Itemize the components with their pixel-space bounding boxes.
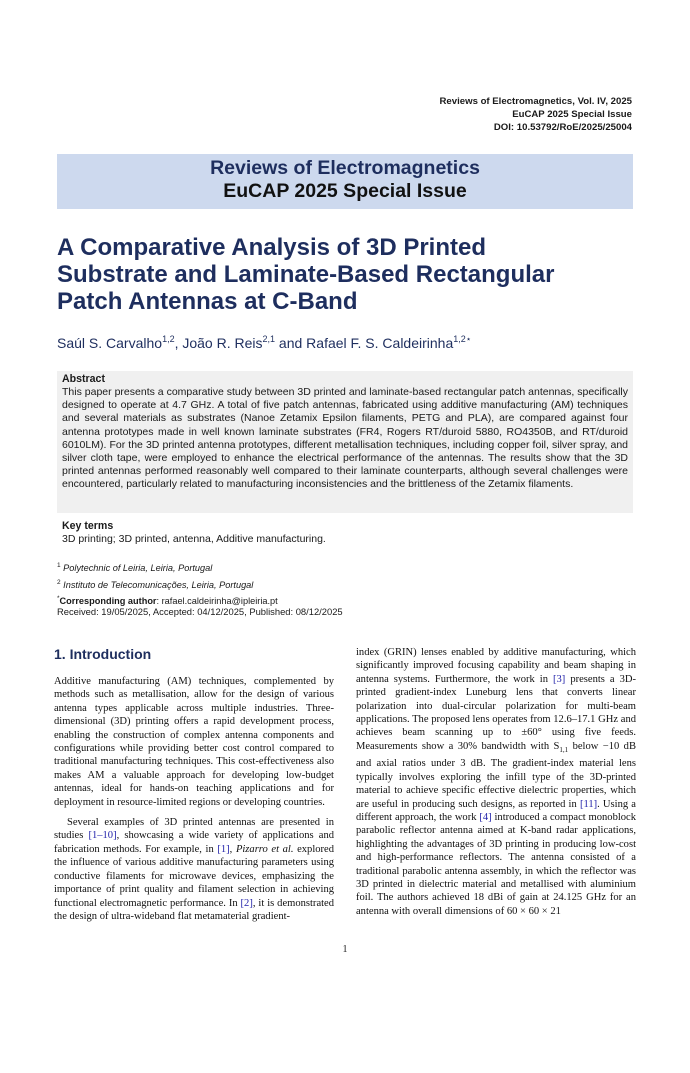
author-affiliation-mark: 2,1	[262, 334, 276, 344]
title-line-2: Substrate and Laminate-Based Rectangular	[57, 261, 555, 288]
text-run: presents a 3D-printed gradient-index Luneburg lens that converts linear polarization into dual-circular polarization for multi-beam applications. The proposed lens operates from 12.6–17.1 GHz and achieves beam scanning up to ±60° using five feeds. Measurements show a 30% bandwidth with S	[356, 673, 636, 752]
abstract-heading: Abstract	[62, 373, 105, 385]
section-heading: 1. Introduction	[54, 646, 152, 662]
doi-line: DOI: 10.53792/RoE/2025/25004	[493, 122, 632, 133]
text-run: , it is demonstrated the design of ultra-wideband flat metamaterial gradient-	[54, 897, 335, 922]
author-separator: ,	[174, 335, 183, 351]
affiliations	[57, 559, 278, 609]
title-line-1: A Comparative Analysis of 3D Printed	[57, 234, 486, 261]
column-right	[356, 646, 636, 918]
affiliation-mark: 2	[57, 578, 61, 586]
paper-title	[57, 234, 657, 315]
journal-issue-line: EuCAP 2025 Special Issue	[512, 109, 632, 120]
author-affiliation-mark: 1,2	[162, 334, 175, 344]
key-terms	[62, 520, 632, 546]
text-run: explored the influence of various additive manufacturing parameters using conductive filaments for microwave devices, emphasizing the importance of print quality and filament selection in achieving functional electromagnetic performance. In	[54, 843, 334, 909]
text-run: , showcasing a wide variety of applications and fabrication methods. For example, in	[54, 830, 335, 855]
text-run: below −10 dB and axial ratios under 3 dB. The gradient-index material lens typically involves exploring the infill type of the 3D-printed material to achieve specific effective dielectric properties, which are useful in producing such designs, as reported in	[356, 740, 636, 810]
corresponding-mark: *	[57, 595, 60, 602]
key-terms-text: 3D printing; 3D printed, antenna, Additive manufacturing.	[62, 533, 326, 545]
text-run: Several examples of 3D printed antennas are presented in studies	[54, 817, 334, 842]
corresponding-label: Corresponding author	[59, 596, 157, 606]
banner-issue-name: EuCAP 2025 Special Issue	[223, 180, 467, 202]
text-run: introduced a compact monoblock parabolic reflector antenna aimed at K-band radar applications, highlighting the advantages of 3D printing in producing low-cost and high-performance reflectors. The antenna consisted of a traditional parabolic antenna assembly, in which the reflector was 3D printed in dielectric material and metallised with aluminium foil. The authors achieved 18 dBi of gain at 24.125 GHz for an antenna with overall dimensions of 60 × 60 × 21	[356, 811, 636, 917]
column-left	[54, 645, 334, 923]
text-run: ,	[229, 843, 236, 855]
key-terms-heading: Key terms	[62, 520, 114, 532]
paragraph	[356, 646, 636, 918]
corresponding-email[interactable]: : rafael.caldeirinha@ipleiria.pt	[156, 596, 278, 606]
page-number: 1	[342, 944, 348, 955]
author-name: Saúl S. Carvalho	[57, 335, 163, 351]
citation-link[interactable]: [3]	[553, 673, 566, 685]
paragraph	[54, 816, 334, 923]
paragraph: Additive manufacturing (AM) techniques, complemented by methods such as metallisation, allow for the design of various antenna types applicable across multiple industries. Three-dimensional (3D) printing offers a rapid development process, enabling the construction of complex antenna components and configurations while providing better cost control compared to traditional manufacturing techniques. This cost-effectiveness also makes AM a valuable approach for developing low-budget antennas, ideal for hands-on teaching applications and for deployment in resource-limited regions or developing countries.	[54, 676, 334, 808]
affiliation-2	[57, 576, 278, 593]
text-run: . Using a different approach, the work	[356, 798, 636, 823]
banner-journal-name: Reviews of Electromagnetics	[210, 157, 480, 179]
journal-volume-line: Reviews of Electromagnetics, Vol. IV, 2025	[439, 96, 632, 107]
author-name: Rafael F. S. Caldeirinha	[306, 335, 454, 351]
affiliation-text: Instituto de Telecomunicações, Leiria, Portugal	[60, 579, 254, 590]
abstract-box	[57, 371, 633, 513]
affiliation-text: Polytechnic of Leiria, Leiria, Portugal	[60, 563, 213, 573]
citation-link[interactable]: [4]	[479, 811, 492, 823]
affiliation-1	[57, 559, 278, 576]
text-run: index (GRIN) lenses enabled by additive manufacturing, which significantly improved focusing capability and beam shaping in antenna systems. Furthermore, the work in	[356, 647, 636, 685]
citation-link[interactable]: [2]	[240, 897, 253, 909]
abstract-text: This paper presents a comparative study between 3D printed and laminate-based rectangular patch antennas, specifically designed to operate at 4.7 GHz. A total of five patch antennas, fabricated using additive manufacturing (AM) techniques and several materials as substrates (Nanoe Zetamix Epsilon filaments, PETG and PLA), are compared against four antenna prototypes made in well known laminate substrates (FR4, Rogers RT/duroid 5880, RO4350B, and RT/duroid 6010LM). For the 3D printed antenna prototypes, different metallisation techniques, including copper foil, silver spray, and silver cloth tape, were employed to enhance the electrical performance of the antennas. The results show that the 3D printed antennas performed reasonably well compared to their laminate counterparts, although several challenges were encountered, particularly related to manufacturing inconsistencies and the brittleness of the Zetamix filaments.	[62, 386, 628, 491]
subscript: 1,1	[559, 745, 569, 754]
citation-link[interactable]: [1]	[217, 843, 230, 855]
affiliation-mark: 1	[57, 562, 61, 569]
author-separator: and	[275, 335, 307, 351]
citation-link[interactable]: [1–10]	[88, 830, 117, 842]
author-list	[57, 330, 471, 352]
author-name: João R. Reis	[182, 335, 263, 351]
citation-link[interactable]: [11]	[579, 798, 598, 810]
journal-banner	[57, 154, 633, 209]
publication-dates: Received: 19/05/2025, Accepted: 04/12/2025, Published: 08/12/2025	[57, 606, 343, 617]
title-line-3: Patch Antennas at C-Band	[57, 288, 358, 315]
author-reference: Pizarro et al.	[235, 843, 294, 855]
author-affiliation-mark: 1,2⋆	[453, 334, 472, 344]
journal-header	[440, 95, 633, 134]
